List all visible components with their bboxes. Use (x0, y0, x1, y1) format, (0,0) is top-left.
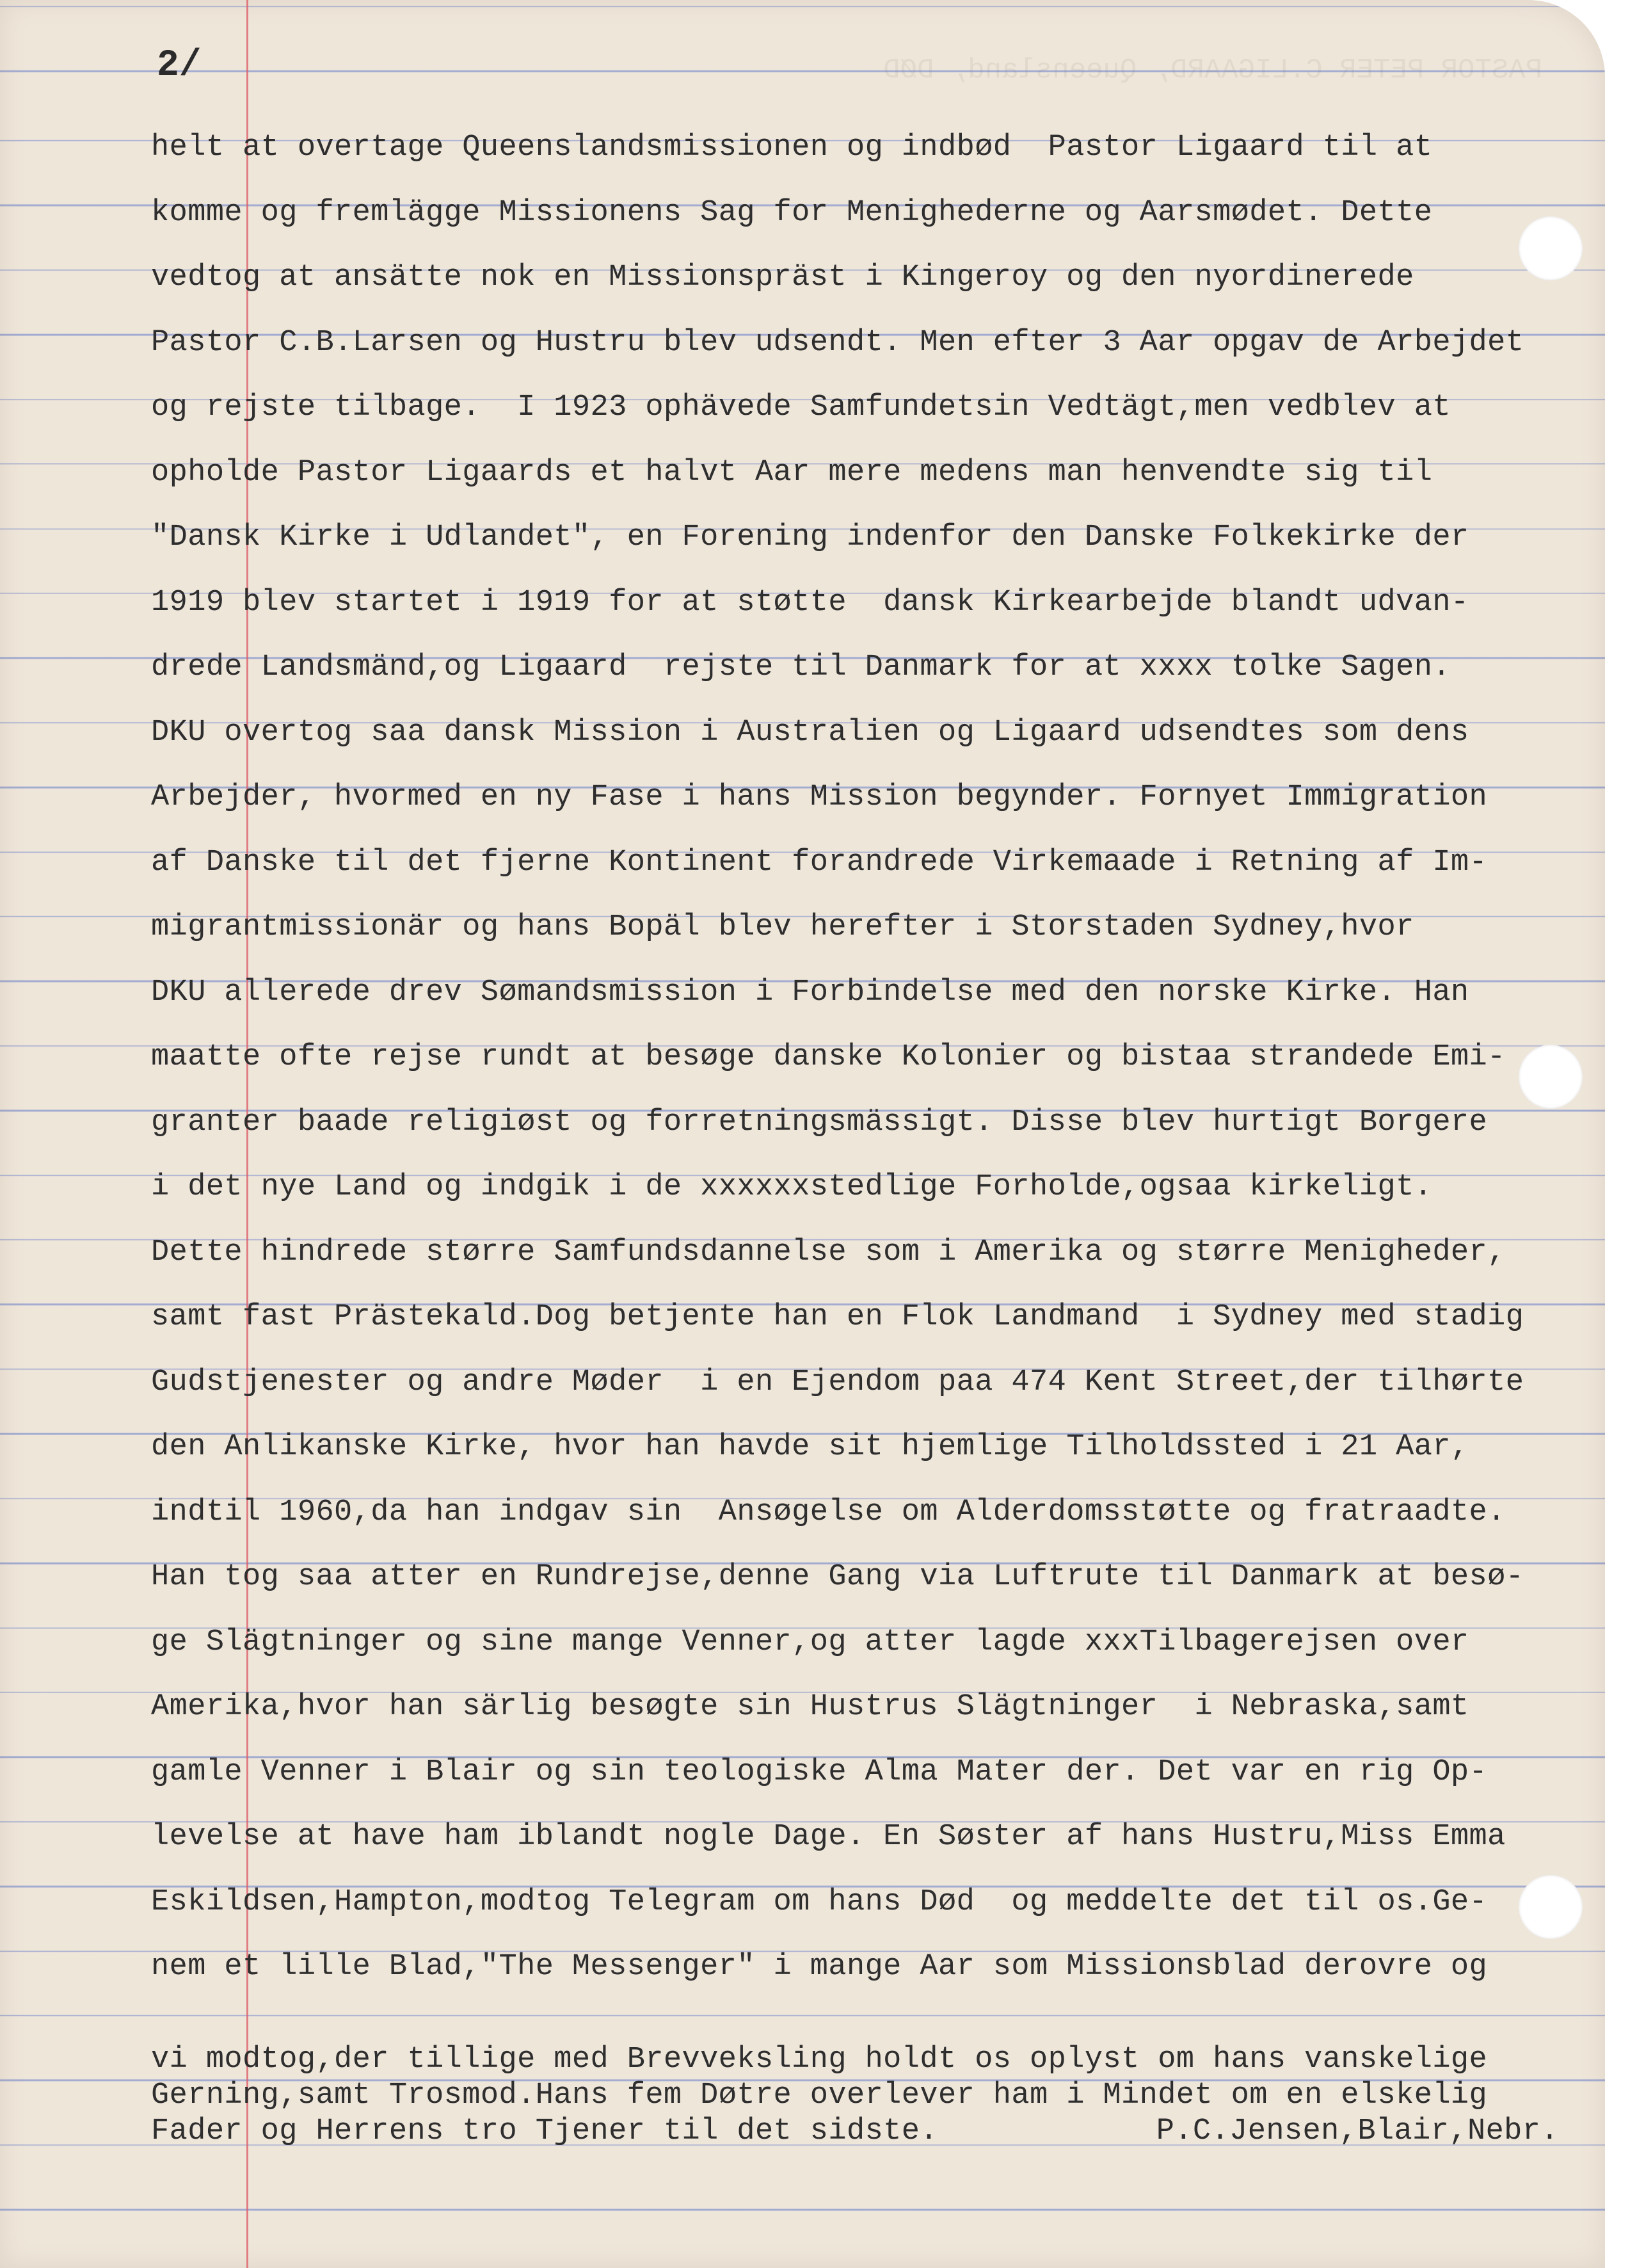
text-line: 1919 blev startet i 1919 for at støtte dansk Kirkearbejde blandt udvan- (151, 585, 1469, 620)
text-line: ge Slägtninger og sine mange Venner,og atter lagde xxxTilbagerejsen over (151, 1625, 1469, 1659)
text-line: levelse at have ham iblandt nogle Dage. En Søster af hans Hustru,Miss Emma (151, 1820, 1506, 1854)
text-line: Gudstjenester og andre Møder i en Ejendom paa 474 Kent Street,der tilhørte (151, 1365, 1524, 1399)
text-line: af Danske til det fjerne Kontinent forandrede Virkemaade i Retning af Im- (151, 845, 1488, 880)
text-line: vi modtog,der tillige med Brevveksling holdt os oplyst om hans vanskelige (151, 2043, 1488, 2077)
text-line: drede Landsmänd,og Ligaard rejste til Danmark for at xxxx tolke Sagen. (151, 650, 1451, 684)
text-line: og rejste tilbage. I 1923 ophävede Samfundetsin Vedtägt,men vedblev at (151, 390, 1451, 424)
text-line: Amerika,hvor han särlig besøgte sin Hustrus Slägtninger i Nebraska,samt (151, 1690, 1469, 1724)
text-line: Han tog saa atter en Rundrejse,denne Gang via Luftrute til Danmark at besø- (151, 1560, 1524, 1594)
text-line: helt at overtage Queenslandsmissionen og indbød Pastor Ligaard til at (151, 131, 1433, 165)
author-signature: P.C.Jensen,Blair,Nebr. (1156, 2114, 1559, 2148)
text-line: Dette hindrede større Samfundsdannelse som i Amerika og større Menigheder, (151, 1235, 1506, 1269)
text-line: Fader og Herrens tro Tjener til det sidste. (151, 2114, 938, 2148)
text-line: komme og fremlägge Missionens Sag for Menighederne og Aarsmødet. Dette (151, 195, 1433, 230)
text-line: maatte ofte rejse rundt at besøge danske Kolonier og bistaa strandede Emi- (151, 1040, 1506, 1074)
text-line: samt fast Prästekald.Dog betjente han en Flok Landmand i Sydney med stadig (151, 1300, 1524, 1334)
text-line: Eskildsen,Hampton,modtog Telegram om hans Død og meddelte det til os.Ge- (151, 1885, 1488, 1919)
text-line: Gerning,samt Trosmod.Hans fem Døtre overlever ham i Mindet om en elskelig (151, 2079, 1488, 2112)
text-line: nem et lille Blad,"The Messenger" i mange Aar som Missionsblad derovre og (151, 1950, 1488, 1984)
typewritten-body (151, 115, 1578, 2000)
closing-paragraph (151, 2042, 1578, 2150)
text-line: den Anlikanske Kirke, hvor han havde sit hjemlige Tilholdssted i 21 Aar, (151, 1430, 1469, 1464)
closing-row (151, 2114, 1578, 2150)
text-line: "Dansk Kirke i Udlandet", en Forening indenfor den Danske Folkekirke der (151, 520, 1469, 554)
text-line: DKU overtog saa dansk Mission i Australien og Ligaard udsendtes som dens (151, 715, 1469, 750)
text-line: granter baade religiøst og forretningsmässigt. Disse blev hurtigt Borgere (151, 1105, 1488, 1139)
text-line: indtil 1960,da han indgav sin Ansøgelse om Alderdomsstøtte og fratraadte. (151, 1495, 1506, 1529)
bleed-through-line: PASTOR PETER C.LIGAARD, Queensland, DØD (883, 54, 1542, 86)
text-line: Pastor C.B.Larsen og Hustru blev udsendt. Men efter 3 Aar opgav de Arbejdet (151, 325, 1524, 360)
text-line: opholde Pastor Ligaards et halvt Aar mere medens man henvendte sig til (151, 455, 1433, 490)
text-line: i det nye Land og indgik i de xxxxxxstedlige Forholde,ogsaa kirkeligt. (151, 1170, 1433, 1204)
text-line: DKU allerede drev Sømandsmission i Forbindelse med den norske Kirke. Han (151, 975, 1469, 1009)
page-number: 2/ (157, 45, 202, 86)
text-line: gamle Venner i Blair og sin teologiske Alma Mater der. Det var en rig Op- (151, 1755, 1488, 1789)
text-line: Arbejder, hvormed en ny Fase i hans Mission begynder. Fornyet Immigration (151, 780, 1488, 814)
text-line: vedtog at ansätte nok en Missionspräst i Kingeroy og den nyordinerede (151, 261, 1414, 294)
text-line: migrantmissionär og hans Bopäl blev herefter i Storstaden Sydney,hvor (151, 910, 1414, 944)
